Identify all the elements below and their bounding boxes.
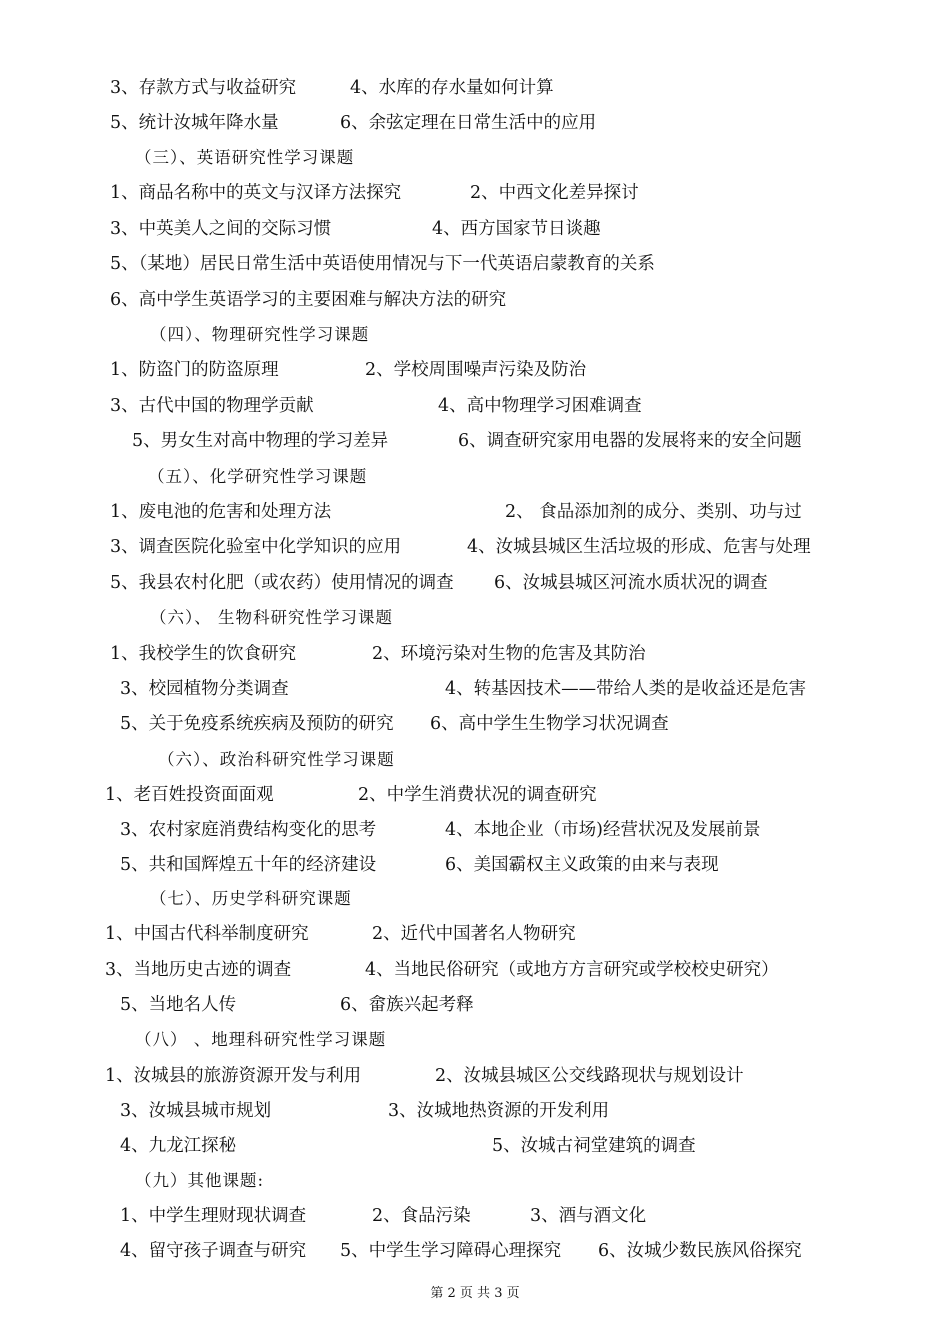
section-title: （七）、历史学科研究课题 bbox=[150, 889, 352, 908]
topic-item: 6、高中学生生物学习状况调查 bbox=[430, 714, 669, 734]
topic-item: 3、农村家庭消费结构变化的思考 bbox=[120, 820, 377, 840]
topic-item: 5、（某地）居民日常生活中英语使用情况与下一代英语启蒙教育的关系 bbox=[110, 254, 655, 274]
topic-item: 4、九龙江探秘 bbox=[120, 1136, 237, 1156]
topic-item: 5、我县农村化肥（或农药）使用情况的调查 bbox=[110, 573, 454, 593]
section-title: （六）、 生物科研究性学习课题 bbox=[150, 608, 393, 627]
topic-item: 3、汝城县城市规划 bbox=[120, 1101, 272, 1121]
topic-item: 1、汝城县的旅游资源开发与利用 bbox=[105, 1066, 362, 1086]
topic-item: 1、中国古代科举制度研究 bbox=[105, 924, 309, 944]
topic-item: 6、汝城少数民族风俗探究 bbox=[598, 1241, 802, 1261]
topic-item: 3、存款方式与收益研究 bbox=[110, 78, 297, 98]
topic-item: 4、本地企业（市场)经营状况及发展前景 bbox=[445, 820, 761, 840]
topic-item: 2、学校周围噪声污染及防治 bbox=[365, 360, 587, 380]
topic-item: 4、留守孩子调查与研究 bbox=[120, 1241, 307, 1261]
topic-item: 3、调查医院化验室中化学知识的应用 bbox=[110, 537, 402, 557]
topic-item: 1、中学生理财现状调查 bbox=[120, 1206, 307, 1226]
topic-item: 2、中西文化差异探讨 bbox=[470, 183, 639, 203]
section-title: （五）、化学研究性学习课题 bbox=[148, 467, 368, 486]
section-title: （四）、物理研究性学习课题 bbox=[150, 325, 370, 344]
topic-item: 6、畲族兴起考释 bbox=[340, 995, 474, 1015]
topic-item: 4、高中物理学习困难调查 bbox=[438, 396, 642, 416]
topic-item: 3、酒与酒文化 bbox=[530, 1206, 647, 1226]
section-title: （八） 、地理科研究性学习课题 bbox=[135, 1030, 387, 1049]
topic-item: 4、水库的存水量如何计算 bbox=[350, 78, 554, 98]
topic-item: 2、中学生消费状况的调查研究 bbox=[358, 785, 597, 805]
topic-item: 6、汝城县城区河流水质状况的调查 bbox=[494, 573, 768, 593]
topic-item: 6、美国霸权主义政策的由来与表现 bbox=[445, 855, 719, 875]
topic-item: 6、余弦定理在日常生活中的应用 bbox=[340, 113, 597, 133]
section-title: （九）其他课题: bbox=[135, 1171, 265, 1190]
topic-item: 5、当地名人传 bbox=[120, 995, 237, 1015]
topic-item: 3、中英美人之间的交际习惯 bbox=[110, 219, 332, 239]
topic-item: 4、当地民俗研究（或地方方言研究或学校校史研究） bbox=[365, 960, 779, 980]
topic-item: 5、共和国辉煌五十年的经济建设 bbox=[120, 855, 377, 875]
section-title: （六）、政治科研究性学习课题 bbox=[158, 750, 395, 769]
topic-item: 3、校园植物分类调查 bbox=[120, 679, 289, 699]
topic-item: 1、废电池的危害和处理方法 bbox=[110, 502, 332, 522]
topic-item: 5、统计汝城年降水量 bbox=[110, 113, 279, 133]
topic-item: 3、当地历史古迹的调查 bbox=[105, 960, 292, 980]
topic-item: 2、环境污染对生物的危害及其防治 bbox=[372, 644, 646, 664]
topic-item: 2、食品污染 bbox=[372, 1206, 471, 1226]
topic-item: 6、调查研究家用电器的发展将来的安全问题 bbox=[458, 431, 802, 451]
topic-item: 1、商品名称中的英文与汉译方法探究 bbox=[110, 183, 402, 203]
topic-item: 1、防盗门的防盗原理 bbox=[110, 360, 279, 380]
topic-item: 5、中学生学习障碍心理探究 bbox=[340, 1241, 562, 1261]
section-title: （三）、英语研究性学习课题 bbox=[135, 148, 355, 167]
topic-item: 4、汝城县城区生活垃圾的形成、危害与处理 bbox=[467, 537, 811, 557]
topic-item: 4、转基因技术——带给人类的是收益还是危害 bbox=[445, 679, 807, 699]
topic-item: 5、男女生对高中物理的学习差异 bbox=[132, 431, 389, 451]
topic-item: 5、汝城古祠堂建筑的调查 bbox=[492, 1136, 696, 1156]
topic-item: 1、我校学生的饮食研究 bbox=[110, 644, 297, 664]
page-number-footer: 第 2 页 共 3 页 bbox=[430, 1286, 520, 1301]
topic-item: 6、高中学生英语学习的主要困难与解决方法的研究 bbox=[110, 290, 507, 310]
topic-item: 1、老百姓投资面面观 bbox=[105, 785, 274, 805]
topic-item: 3、汝城地热资源的开发利用 bbox=[388, 1101, 610, 1121]
topic-item: 2、 食品添加剂的成分、类别、功与过 bbox=[505, 502, 802, 522]
topic-item: 2、近代中国著名人物研究 bbox=[372, 924, 576, 944]
topic-item: 4、西方国家节日谈趣 bbox=[432, 219, 601, 239]
topic-item: 3、古代中国的物理学贡献 bbox=[110, 396, 314, 416]
topic-item: 5、关于免疫系统疾病及预防的研究 bbox=[120, 714, 394, 734]
topic-item: 2、汝城县城区公交线路现状与规划设计 bbox=[435, 1066, 744, 1086]
